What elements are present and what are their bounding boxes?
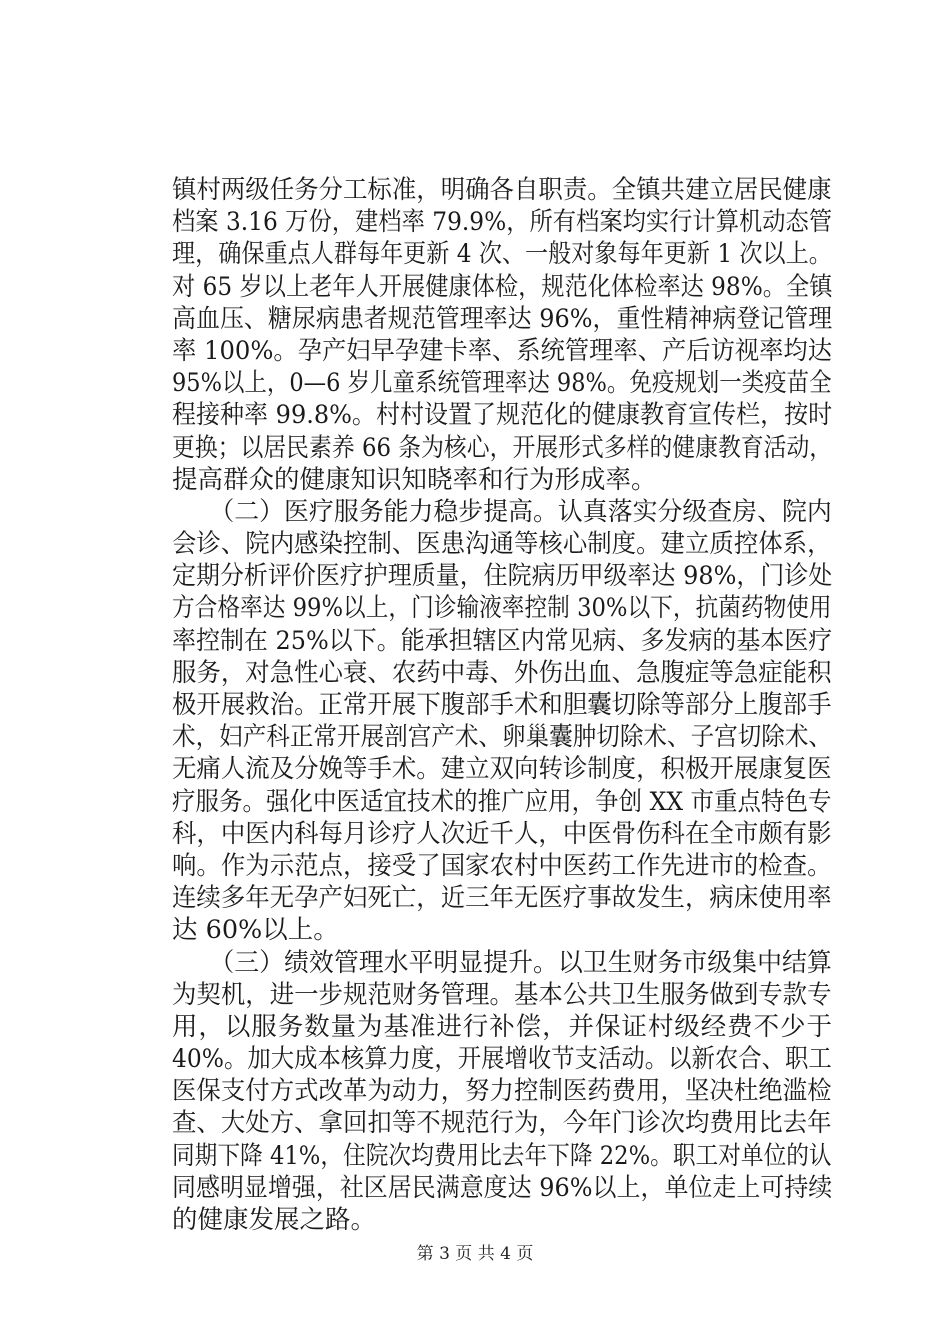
- page-footer: 第 3 页 共 4 页: [416, 1244, 534, 1264]
- text-line: 响。作为示范点，接受了国家农村中医药工作先进市的检查。: [172, 850, 832, 881]
- text-line: 定期分析评价医疗护理质量，住院病历甲级率达 98%，门诊处: [172, 561, 833, 592]
- text-line: 服务，对急性心衰、农药中毒、外伤出血、急腹症等急症能积: [172, 657, 832, 688]
- text-line: 方合格率达 99%以上，门诊输液率控制 30%以下，抗菌药物使用: [172, 593, 832, 624]
- text-line: 档案 3.16 万份，建档率 79.9%，所有档案均实行计算机动态管: [172, 207, 833, 238]
- text-line: 的健康发展之路。: [172, 1205, 377, 1235]
- text-line: 提高群众的健康知识知晓率和行为形成率。: [172, 464, 657, 495]
- text-line: 达 60%以上。: [172, 915, 339, 946]
- body-text: [172, 174, 832, 1236]
- text-line: 无痛人流及分娩等手术。建立双向转诊制度，积极开展康复医: [172, 754, 832, 785]
- text-line: 同感明显增强，社区居民满意度达 96%以上，单位走上可持续: [172, 1172, 833, 1203]
- text-line: （三）绩效管理水平明显提升。以卫生财务市级集中结算: [172, 947, 832, 978]
- text-line: 40%。加大成本核算力度，开展增收节支活动。以新农合、职工: [172, 1044, 832, 1075]
- text-line: 医保支付方式改革为动力，努力控制医药费用，坚决杜绝滥检: [172, 1076, 832, 1107]
- text-line: 疗服务。强化中医适宜技术的推广应用，争创 XX 市重点特色专: [172, 786, 832, 817]
- text-line: 镇村两级任务分工标准，明确各自职责。全镇共建立居民健康: [172, 175, 832, 205]
- text-line: 高血压、糖尿病患者规范管理率达 96%，重性精神病登记管理: [172, 303, 833, 334]
- text-line: 用，以服务数量为基准进行补偿，并保证村级经费不少于: [172, 1011, 832, 1042]
- text-line: 连续多年无孕产妇死亡，近三年无医疗事故发生，病床使用率: [172, 883, 832, 914]
- text-line: 科，中医内科每月诊疗人次近千人，中医骨伤科在全市颇有影: [172, 818, 832, 849]
- text-line: 更换；以居民素养 66 条为核心，开展形式多样的健康教育活动，: [172, 432, 833, 463]
- text-line: 率 100%。孕产妇早孕建卡率、系统管理率、产后访视率均达: [172, 335, 833, 366]
- text-line: 查、大处方、拿回扣等不规范行为，今年门诊次均费用比去年: [172, 1108, 832, 1139]
- text-line: 术，妇产科正常开展剖宫产术、卵巢囊肿切除术、子宫切除术、: [172, 722, 833, 753]
- text-line: 会诊、院内感染控制、医患沟通等核心制度。建立质控体系，: [172, 529, 832, 560]
- text-line: 同期下降 41%，住院次均费用比去年下降 22%。职工对单位的认: [172, 1140, 832, 1171]
- text-line: 95%以上，0—6 岁儿童系统管理率达 98%。免疫规划一类疫苗全: [172, 368, 832, 399]
- text-line: 对 65 岁以上老年人开展健康体检，规范化体检率达 98%。全镇: [172, 271, 833, 302]
- text-line: 极开展救治。正常开展下腹部手术和胆囊切除等部分上腹部手: [172, 690, 832, 720]
- text-line: 程接种率 99.8%。村村设置了规范化的健康教育宣传栏，按时: [172, 400, 833, 431]
- text-line: 为契机，进一步规范财务管理。基本公共卫生服务做到专款专: [172, 979, 832, 1010]
- text-line: 理，确保重点人群每年更新 4 次、一般对象每年更新 1 次以上。: [172, 239, 832, 270]
- text-line: （二）医疗服务能力稳步提高。认真落实分级查房、院内: [172, 496, 832, 527]
- text-line: 率控制在 25%以下。能承担辖区内常见病、多发病的基本医疗: [172, 625, 833, 656]
